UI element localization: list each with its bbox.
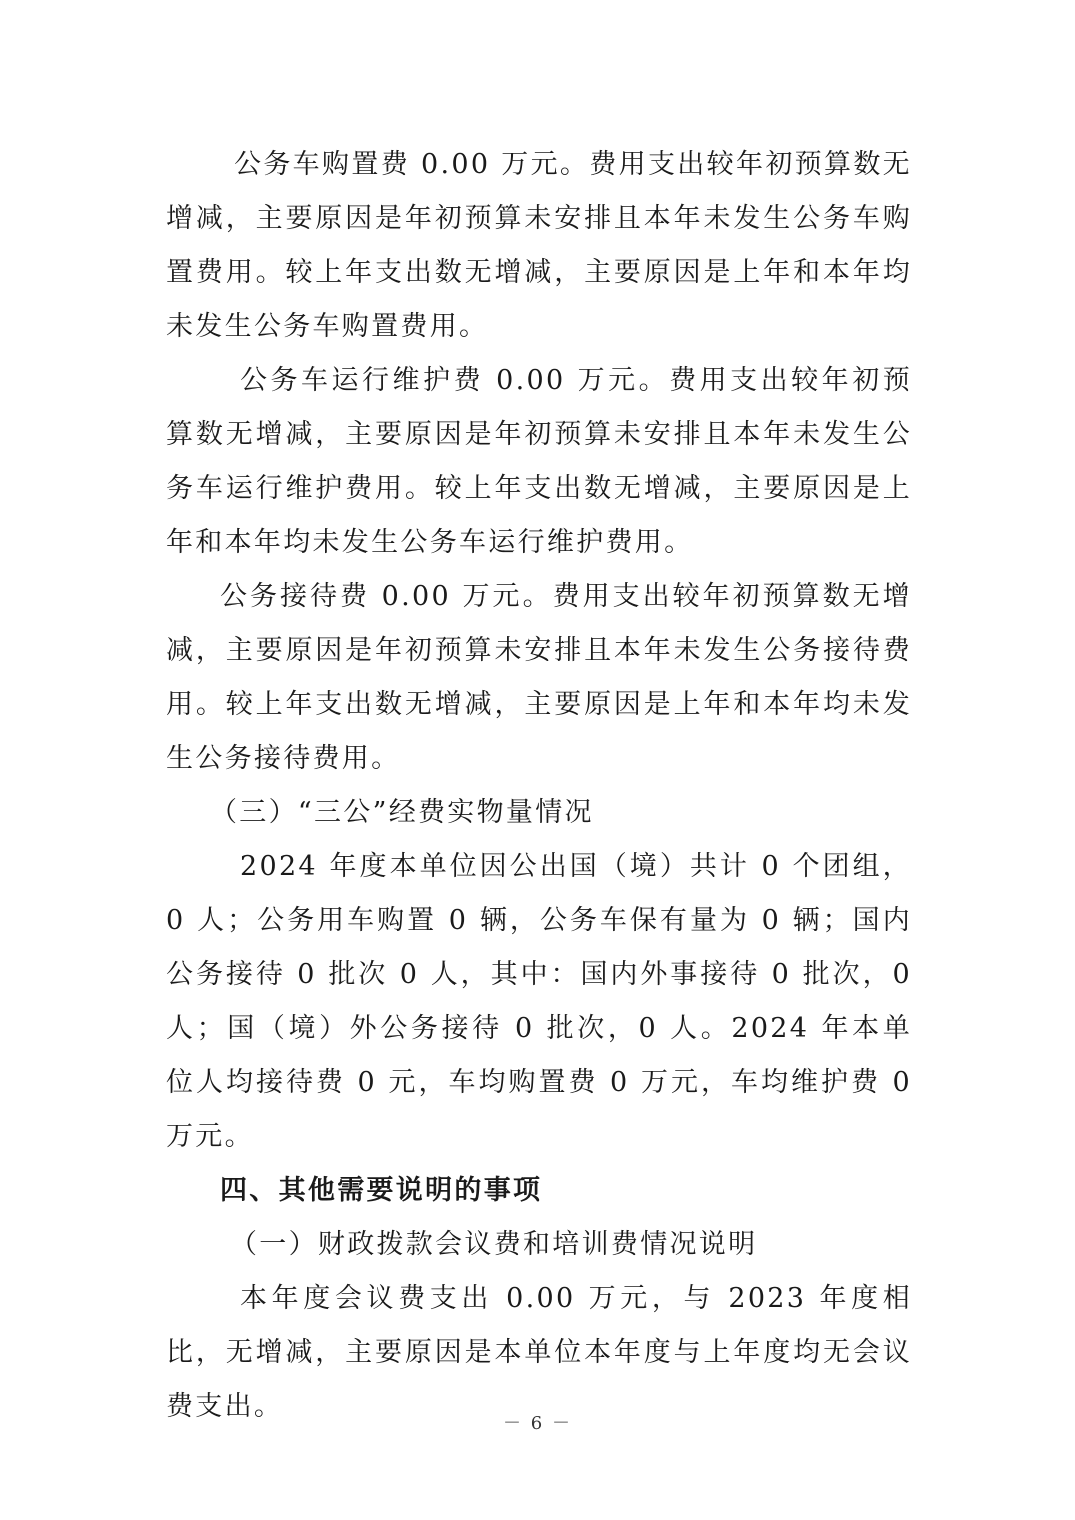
section-heading-other-matters: 四、其他需要说明的事项: [220, 1175, 543, 1206]
paragraph-official-reception: 公务接待费 0.00 万元。费用支出较年初预算数无增减，主要原因是年初预算未安排且本年未发生公务接待费用。较上年支出数无增减，主要原因是上年和本年均未发生公务接待费用。: [166, 581, 912, 774]
paragraph-physical-quantity: 2024 年度本单位因公出国（境）共计 0 个团组，0 人；公务用车购置 0 辆，公务车保有量为 0 辆；国内公务接待 0 批次 0 人，其中：国内外事接待 0 批次，0 人；国（境）外公务接待 0 批次，0 人。2024 年本单位人均接待费 0 元，车均购置费 0 万元，车均维护费 0 万元。: [166, 851, 912, 1152]
section-heading-physical-quantity: （三）“三公”经费实物量情况: [210, 797, 594, 828]
document-body: [166, 138, 912, 1434]
paragraph-meeting-fees: 本年度会议费支出 0.00 万元，与 2023 年度相比，无增减，主要原因是本单位本年度与上年度均无会议费支出。: [166, 1283, 912, 1422]
paragraph-vehicle-purchase: 公务车购置费 0.00 万元。费用支出较年初预算数无增减，主要原因是年初预算未安排且本年未发生公务车购置费用。较上年支出数无增减，主要原因是上年和本年均未发生公务车购置费用。: [166, 149, 912, 342]
page-number: － 6 －: [503, 1413, 572, 1434]
paragraph-vehicle-maintenance: 公务车运行维护费 0.00 万元。费用支出较年初预算数无增减，主要原因是年初预算未安排且本年未发生公务车运行维护费用。较上年支出数无增减，主要原因是上年和本年均未发生公务车运行维护费用。: [166, 365, 912, 558]
subsection-heading-meeting-training: （一）财政拨款会议费和培训费情况说明: [230, 1229, 758, 1260]
